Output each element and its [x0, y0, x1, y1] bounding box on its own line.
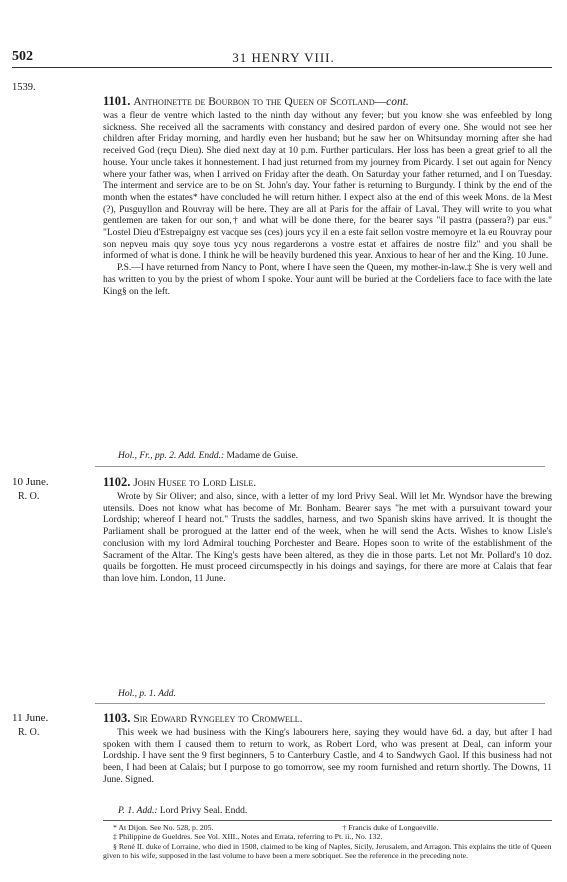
entry-1101-source-note: Hol., Fr., pp. 2. Add. Endd.: Madame de Guise. — [118, 451, 299, 461]
paragraph: P.S.—I have returned from Nancy to Pont, where I have seen the Queen, my mother-in-law.‡ She is very well and has written to you by the priest of whom I spoke. Your aunt will be buried at the Cordeliers face to face with the late King§ on the left. — [103, 263, 552, 297]
running-head: 31 HENRY VIII. — [232, 50, 335, 65]
entry-number: 1102. — [103, 475, 131, 489]
entry-title: Sir Edward Ryngeley to Cromwell. — [133, 713, 303, 725]
entry-title-suffix: cont. — [386, 96, 409, 108]
entry-1102-source-note: Hol., p. 1. Add. — [118, 689, 176, 699]
entry-1101-title-line — [103, 94, 552, 109]
entry-divider — [95, 466, 545, 467]
entry-1103-body — [103, 728, 552, 787]
entry-1101-body — [103, 111, 552, 298]
entry-1102-body — [103, 492, 552, 586]
entry-number: 1101. — [103, 94, 131, 108]
entry-1103-title-line — [103, 711, 552, 726]
paragraph: This week we had business with the King's labourers here, saying they would have 6d. a day, but after I had spoken with them I caused them to return to work, as Robert Lord, who was present at Deal, can inform your Lordship. I have sent the 9 first beginners, 5 to Canterbury Castle, and 4 to Sandwych Gaol. If this business had not been, I had been at Calais; but I purpose to go tomorrow, see my room furnished and return shortly. The Downs, 11 June. Signed. — [103, 728, 552, 785]
entry-1102-archive: R. O. — [18, 491, 40, 502]
page-number: 502 — [12, 49, 33, 64]
entry-1103-archive: R. O. — [18, 727, 40, 738]
footnote-2: † Francis duke of Longueville. — [342, 823, 439, 832]
entry-1102-title-line — [103, 475, 552, 490]
entry-divider — [95, 703, 545, 704]
header-rule — [12, 67, 552, 68]
entry-title: Anthoinette de Bourbon to the Queen of Scotland— — [133, 96, 387, 108]
paragraph: Wrote by Sir Oliver; and also, since, with a letter of my lord Privy Seal. Will let Mr. Wyndsor have the brewing utensils. Does not know what has become of Mr. Bonham. Bearer says "he met with a pursuivant toward your Lordship; whereof I heard not." Trusts the saddles, harness, and two Spanish skins have arrived. It is thought the Parliament shall be prorogued at the latter end of the week, when he will send the Acts. Wishes to know Lisle's conclusion with my lord Admiral touching Porchester and Beare. Hopes soon to write of the establishment of the Sacrament of the Altar. The King's gests have been altered, as they die in those parts. Let not Mr. Pollard's 10 doz. quails be forgotten. He must proceed circumspectly in his doings and sayings, for there are more at Calais that fear than love him. London, 11 June. — [103, 492, 552, 584]
footnote-rule — [103, 820, 552, 821]
entry-1103-source-note: P. 1. Add.: Lord Privy Seal. Endd. — [118, 806, 248, 816]
footnote-1: * At Dijon. See No. 528, p. 205. — [113, 823, 214, 832]
entry-title: John Husee to Lord Lisle. — [133, 477, 257, 489]
footnote-3: ‡ Philippine de Gueldres. See Vol. XIII., Notes and Errata, referring to Pt. ii., No. 132. — [113, 832, 383, 842]
entry-number: 1103. — [103, 711, 131, 725]
entry-1102-date: 10 June. — [12, 476, 49, 488]
entry-1103-date: 11 June. — [12, 712, 49, 724]
footnote-4: § René II. duke of Lorraine, who died in 1508, claimed to be king of Naples, Sicily, Jerusalem, and Arragon. This explains the title of Queen given to his wife, supposed in the last volume to have been a mere sobriquet. See the reference in the preceding note. — [103, 841, 552, 861]
paragraph: was a fleur de ventre which lasted to the ninth day without any fever; but you know she was enfeebled by long sickness. She received all the sacraments with constancy and desired pardon of every one. She would not see her children after Friday morning, and hardly even her husband; but he saw her on Whitsunday morning after she had received God (reçu Dieu). She died next day at 10 p.m. Further particulars. Her loss has been a great grief to all the house. Your uncle takes it honnestement. I had just returned from my journey from Picardy. I set out again for Nency where your father was, when I arrived on Friday after the death. On Saturday your father returned, and I on Tuesday. The interment and service are to be on St. John's day. Your father is returning to Burgundy. I think by the end of the month when the estates* have concluded he will return hither. I expect also at the end of this week Mons. de la Mest (?), Pusguyllon and Rouvray will be here. They are all at Paris for the affair of Laval. They will write to you what gentlemen are taken for our son,† and what will be done there, for the bearer says "il pastra (passera?) par eus." "Lostel Dieu d'Estrepaigny est vacque ses (ces) jours ycy il en a este fait sellon vostre memoyre et la eu Rouvray pour son nepveu mais quy soye tous ycy nous regarderons a vostre estat et affaires de nostre filz" and you shall be informed of what is done. I think he will be heavily burdened this year. Anxious to hear of her and the King. 10 June. — [103, 111, 552, 262]
year-margin: 1539. — [12, 82, 36, 93]
footnotes — [103, 823, 552, 861]
